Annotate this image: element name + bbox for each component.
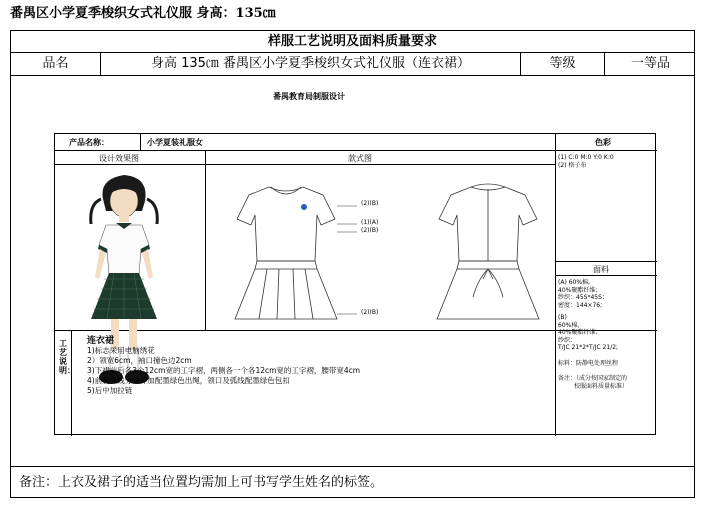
color-items	[558, 154, 656, 169]
fabric-line: 备注：（成分按国家制定的	[558, 375, 628, 382]
spec-table	[10, 30, 695, 498]
craft-line: 5)后中加拉链	[87, 386, 133, 395]
callout-label: (2)(B)	[361, 227, 379, 234]
style-label: 款式图	[348, 154, 372, 163]
fabric-line: (A) 60%棉,	[558, 279, 590, 286]
grade-value: 一等品	[630, 56, 670, 71]
fabric-line: T/JC 21*2*T/JC 21/2;	[558, 344, 619, 351]
color-item: (2) 格子布	[558, 161, 587, 169]
callout-label: (1)(A)	[361, 219, 379, 226]
color-item: (1) C:0 M:0 Y:0 K:0	[558, 154, 614, 161]
sheet-org: 番禺教育局制服设计	[273, 92, 345, 101]
fabric-line: (B)	[558, 314, 567, 321]
craft-notes	[87, 336, 557, 396]
info-row	[11, 53, 694, 76]
fabric-line: 校服面料质量标准）	[574, 382, 629, 390]
fabric-line: 纱织：45S*45S；	[558, 294, 608, 301]
craft-line: 1)标志采用电脑绣花	[87, 346, 155, 355]
fabric-label: 面料	[593, 265, 609, 274]
fabric-line: 密度：144×76;	[558, 301, 603, 309]
design-label: 设计效果图	[99, 154, 139, 163]
design-sheet-area	[11, 76, 694, 467]
callout-label: (2)(B)	[361, 309, 379, 316]
craft-line: 2）领宽6cm，袖口撞色边2cm	[87, 356, 192, 365]
table-note: 备注：上衣及裙子的适当位置均需加上可书写学生姓名的标签。	[19, 475, 384, 490]
fabric-line: 纱织：	[558, 336, 577, 344]
name-value: 身高 135㎝ 番禺区小学夏季梭织女式礼仪服（连衣裙）	[101, 53, 521, 75]
product-label: 产品名称：	[69, 138, 109, 147]
table-header: 样服工艺说明及面料质量要求	[11, 31, 694, 53]
dress-back-sketch	[433, 179, 543, 324]
product-value: 小学夏装礼服女	[147, 138, 203, 147]
callout-label: (2)(B)	[361, 200, 379, 207]
fabric-spec	[558, 279, 656, 390]
craft-line: 4)前胸弧线分割并加配墨绿色出绳，领口及弧线配墨绿色包扣	[87, 376, 290, 385]
dress-front-sketch	[231, 179, 341, 324]
fabric-line: 60%棉，	[558, 321, 584, 329]
grade-label: 等级	[521, 53, 605, 75]
fabric-line: 40%聚酯纤维；	[558, 286, 602, 294]
craft-line: 3)下裙前后各3个12cm宽的工字褶，两侧各一个各12cm宽的工字褶，腰带宽4cm	[87, 366, 361, 375]
fabric-line: 标料：防静电处理丝程	[558, 359, 619, 367]
fabric-line: 40%聚酯纤维；	[558, 329, 602, 336]
name-label: 品名	[11, 53, 101, 75]
color-label: 色彩	[595, 138, 611, 147]
design-sheet	[54, 133, 656, 435]
craft-label: 工艺说明：	[59, 339, 75, 375]
craft-line: 连衣裙	[87, 336, 115, 346]
page-title: 番禺区小学夏季梭织女式礼仪服 身高：135㎝	[10, 6, 276, 21]
